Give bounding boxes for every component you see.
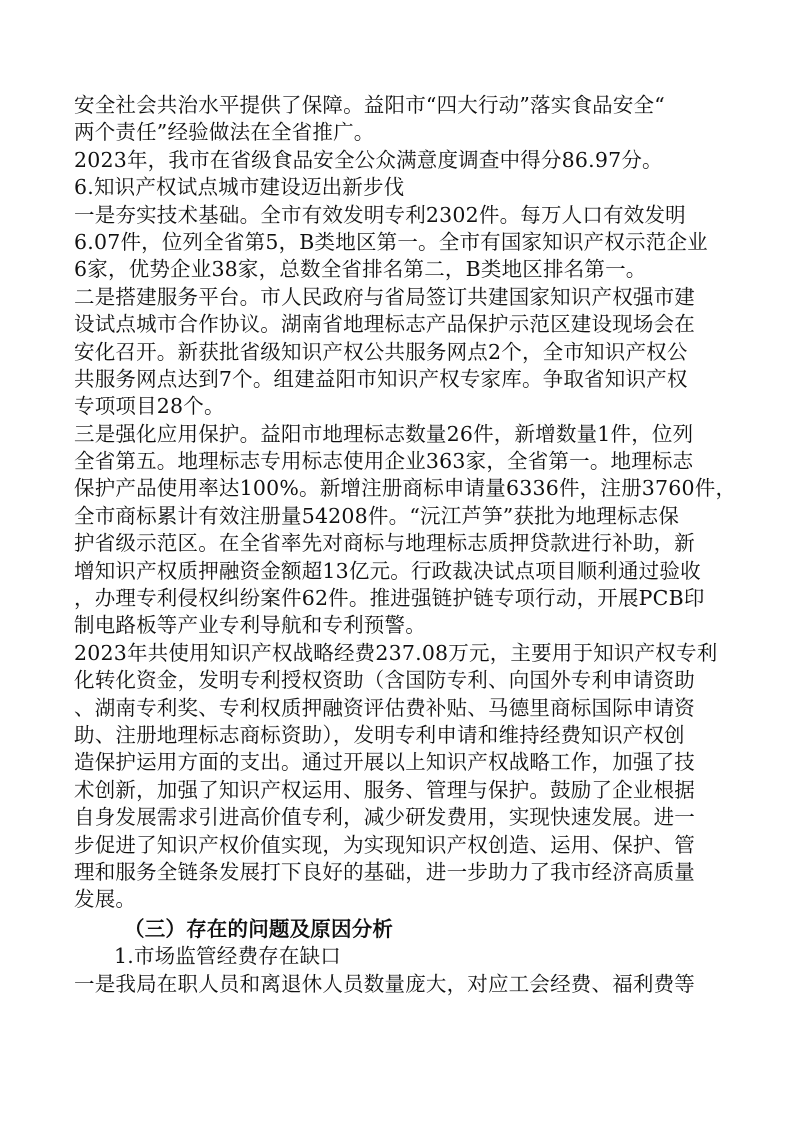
subsection-heading: 1.市场监管经费存在缺口 (114, 944, 341, 969)
body-line: 化转化资金，发明专利授权资助（含国防专利、向国外专利申请资助 (74, 668, 695, 693)
body-line: 发展。 (74, 887, 137, 912)
body-line: 共服务网点达到7个。组建益阳市知识产权专家库。争取省知识产权 (74, 366, 688, 391)
body-line: 6.07件，位列全省第5，B类地区第一。全市有国家知识产权示范企业 (74, 229, 708, 254)
body-line: 全市商标累计有效注册量54208件。“沅江芦笋”获批为地理标志保 (74, 503, 680, 528)
body-line: 一是我局在职人员和离退休人员数量庞大，对应工会经费、福利费等 (74, 971, 695, 996)
body-line: 专项项目28个。 (74, 394, 225, 419)
body-line: 助、注册地理标志商标资助），发明专利申请和维持经费知识产权创 (74, 722, 685, 747)
body-line: 设试点城市合作协议。湖南省地理标志产品保护示范区建设现场会在 (74, 312, 695, 337)
body-line: 自身发展需求引进高价值专利，减少研发费用，实现快速发展。进一 (74, 805, 695, 830)
body-line: ，办理专利侵权纠纷案件62件。推进强链护链专项行动，开展PCB印 (74, 586, 705, 611)
body-line: 、湖南专利奖、专利权质押融资评估费补贴、马德里商标国际申请资 (74, 695, 695, 720)
body-line: 2023年共使用知识产权战略经费237.08万元，主要用于知识产权专利 (74, 640, 718, 665)
body-line: 造保护运用方面的支出。通过开展以上知识产权战略工作，加强了技 (74, 750, 695, 775)
body-line: 三是强化应用保护。益阳市地理标志数量26件，新增数量1件，位列 (74, 421, 694, 446)
body-line: 6.知识产权试点城市建设迈出新步伐 (74, 175, 405, 200)
body-line: 一是夯实技术基础。全市有效发明专利2302件。每万人口有效发明 (74, 202, 686, 227)
body-line: 二是搭建服务平台。市人民政府与省局签订共建国家知识产权强市建 (74, 284, 695, 309)
body-line: 理和服务全链条发展打下良好的基础，进一步助力了我市经济高质量 (74, 859, 695, 884)
body-line: 安化召开。新获批省级知识产权公共服务网点2个，全市知识产权公 (74, 339, 688, 364)
body-line: 2023年，我市在省级食品安全公众满意度调查中得分86.97分。 (74, 147, 663, 172)
body-line: 安全社会共治水平提供了保障。益阳市“四大行动”落实食品安全“ (74, 93, 665, 117)
body-line: 护省级示范区。在全省率先对商标与地理标志质押贷款进行补助，新 (74, 531, 695, 556)
body-line: 增知识产权质押融资金额超13亿元。行政裁决试点项目顺利通过验收 (74, 558, 701, 583)
body-line: 全省第五。地理标志专用标志使用企业363家，全省第一。地理标志 (74, 449, 694, 474)
body-line: 术创新，加强了知识产权运用、服务、管理与保护。鼓励了企业根据 (74, 777, 695, 802)
document-page (74, 92, 737, 998)
body-line: 保护产品使用率达100%。新增注册商标申请量6336件，注册3760件， (74, 476, 737, 501)
body-line: 两个责任”经验做法在全省推广。 (74, 120, 375, 145)
section-heading: （三）存在的问题及原因分析 (124, 916, 394, 941)
body-line: 步促进了知识产权价值实现，为实现知识产权创造、运用、保护、管 (74, 832, 695, 857)
body-line: 6家，优势企业38家，总数全省排名第二，B类地区排名第一。 (74, 257, 647, 282)
body-line: 制电路板等产业专利导航和专利预警。 (74, 613, 426, 638)
